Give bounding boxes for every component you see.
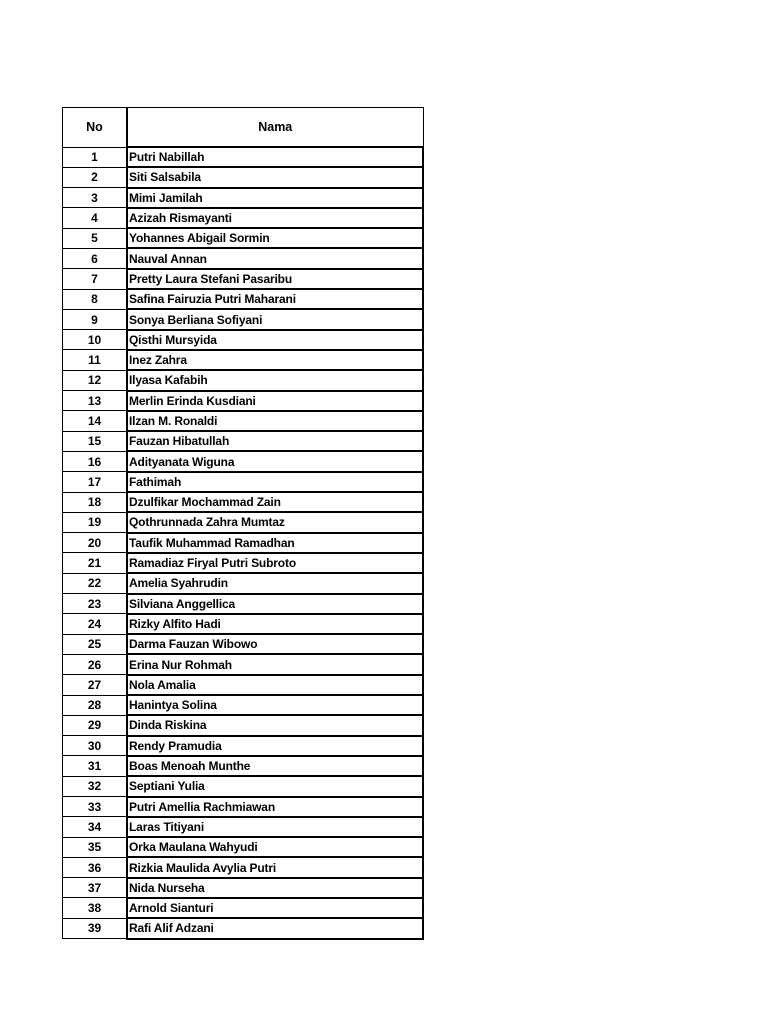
student-name-cell: Amelia Syahrudin xyxy=(127,573,423,593)
row-number-cell: 25 xyxy=(63,634,128,654)
row-number-cell: 27 xyxy=(63,675,128,695)
student-name-cell: Ramadiaz Firyal Putri Subroto xyxy=(127,553,423,573)
student-name-cell: Safina Fairuzia Putri Maharani xyxy=(127,289,423,309)
table-row xyxy=(63,797,424,817)
row-number-cell: 24 xyxy=(63,614,128,634)
row-number-cell: 21 xyxy=(63,553,128,573)
student-name-cell: Rafi Alif Adzani xyxy=(127,918,423,938)
row-number-cell: 18 xyxy=(63,492,128,512)
row-number-cell: 5 xyxy=(63,228,128,248)
student-name-cell: Rizkia Maulida Avylia Putri xyxy=(127,857,423,877)
table-row xyxy=(63,918,424,938)
row-number-cell: 33 xyxy=(63,797,128,817)
table-row xyxy=(63,898,424,918)
table-row xyxy=(63,167,424,187)
row-number-cell: 36 xyxy=(63,857,128,877)
table-row xyxy=(63,634,424,654)
student-name-cell: Septiani Yulia xyxy=(127,776,423,796)
row-number-cell: 17 xyxy=(63,472,128,492)
row-number-cell: 22 xyxy=(63,573,128,593)
student-name-cell: Azizah Rismayanti xyxy=(127,208,423,228)
table-row xyxy=(63,350,424,370)
table-row xyxy=(63,431,424,451)
student-name-cell: Rizky Alfito Hadi xyxy=(127,614,423,634)
student-name-cell: Qothrunnada Zahra Mumtaz xyxy=(127,512,423,532)
row-number-cell: 8 xyxy=(63,289,128,309)
student-name-cell: Darma Fauzan Wibowo xyxy=(127,634,423,654)
student-name-cell: Nauval Annan xyxy=(127,248,423,268)
table-row xyxy=(63,512,424,532)
table-row xyxy=(63,573,424,593)
table-row xyxy=(63,533,424,553)
student-name-cell: Fauzan Hibatullah xyxy=(127,431,423,451)
row-number-cell: 32 xyxy=(63,776,128,796)
table-row xyxy=(63,675,424,695)
row-number-cell: 4 xyxy=(63,208,128,228)
student-name-cell: Mimi Jamilah xyxy=(127,188,423,208)
student-name-cell: Inez Zahra xyxy=(127,350,423,370)
student-name-cell: Yohannes Abigail Sormin xyxy=(127,228,423,248)
table-row xyxy=(63,857,424,877)
table-row xyxy=(63,391,424,411)
row-number-cell: 30 xyxy=(63,736,128,756)
student-name-cell: Dinda Riskina xyxy=(127,715,423,735)
row-number-cell: 10 xyxy=(63,330,128,350)
table-row xyxy=(63,208,424,228)
student-name-cell: Putri Nabillah xyxy=(127,147,423,167)
table-row xyxy=(63,472,424,492)
table-row xyxy=(63,269,424,289)
column-header-no: No xyxy=(63,108,128,148)
student-name-cell: Pretty Laura Stefani Pasaribu xyxy=(127,269,423,289)
student-name-cell: Nida Nurseha xyxy=(127,878,423,898)
student-name-cell: Boas Menoah Munthe xyxy=(127,756,423,776)
student-name-cell: Laras Titiyani xyxy=(127,817,423,837)
table-row xyxy=(63,309,424,329)
table-row xyxy=(63,695,424,715)
row-number-cell: 23 xyxy=(63,594,128,614)
table-header-row xyxy=(63,108,424,148)
student-name-cell: Ilzan M. Ronaldi xyxy=(127,411,423,431)
student-name-cell: Dzulfikar Mochammad Zain xyxy=(127,492,423,512)
row-number-cell: 14 xyxy=(63,411,128,431)
table-row xyxy=(63,776,424,796)
row-number-cell: 26 xyxy=(63,654,128,674)
student-name-cell: Rendy Pramudia xyxy=(127,736,423,756)
student-name-cell: Sonya Berliana Sofiyani xyxy=(127,309,423,329)
table-row xyxy=(63,330,424,350)
student-name-cell: Arnold Sianturi xyxy=(127,898,423,918)
student-name-cell: Erina Nur Rohmah xyxy=(127,654,423,674)
student-name-cell: Merlin Erinda Kusdiani xyxy=(127,391,423,411)
student-name-cell: Adityanata Wiguna xyxy=(127,451,423,471)
student-name-cell: Qisthi Mursyida xyxy=(127,330,423,350)
table-row xyxy=(63,188,424,208)
table-row xyxy=(63,248,424,268)
table-row xyxy=(63,228,424,248)
table-row xyxy=(63,817,424,837)
table-row xyxy=(63,756,424,776)
row-number-cell: 37 xyxy=(63,878,128,898)
table-header xyxy=(63,108,424,148)
table-row xyxy=(63,411,424,431)
table-row xyxy=(63,837,424,857)
row-number-cell: 31 xyxy=(63,756,128,776)
student-name-cell: Orka Maulana Wahyudi xyxy=(127,837,423,857)
table-row xyxy=(63,614,424,634)
row-number-cell: 3 xyxy=(63,188,128,208)
table-row xyxy=(63,147,424,167)
row-number-cell: 13 xyxy=(63,391,128,411)
table-row xyxy=(63,594,424,614)
table-row xyxy=(63,492,424,512)
row-number-cell: 6 xyxy=(63,248,128,268)
column-header-nama: Nama xyxy=(127,108,423,148)
table-row xyxy=(63,736,424,756)
student-name-cell: Taufik Muhammad Ramadhan xyxy=(127,533,423,553)
student-name-cell: Putri Amellia Rachmiawan xyxy=(127,797,423,817)
table-row xyxy=(63,370,424,390)
row-number-cell: 9 xyxy=(63,309,128,329)
row-number-cell: 35 xyxy=(63,837,128,857)
row-number-cell: 38 xyxy=(63,898,128,918)
table-row xyxy=(63,715,424,735)
row-number-cell: 7 xyxy=(63,269,128,289)
row-number-cell: 15 xyxy=(63,431,128,451)
row-number-cell: 2 xyxy=(63,167,128,187)
row-number-cell: 1 xyxy=(63,147,128,167)
row-number-cell: 28 xyxy=(63,695,128,715)
student-name-cell: Ilyasa Kafabih xyxy=(127,370,423,390)
row-number-cell: 12 xyxy=(63,370,128,390)
table-row xyxy=(63,654,424,674)
row-number-cell: 11 xyxy=(63,350,128,370)
student-name-cell: Hanintya Solina xyxy=(127,695,423,715)
table-row xyxy=(63,553,424,573)
table-row xyxy=(63,451,424,471)
row-number-cell: 20 xyxy=(63,533,128,553)
row-number-cell: 29 xyxy=(63,715,128,735)
row-number-cell: 34 xyxy=(63,817,128,837)
table-row xyxy=(63,878,424,898)
student-name-table xyxy=(62,107,424,940)
student-name-cell: Silviana Anggellica xyxy=(127,594,423,614)
student-name-cell: Nola Amalia xyxy=(127,675,423,695)
row-number-cell: 16 xyxy=(63,451,128,471)
student-name-cell: Siti Salsabila xyxy=(127,167,423,187)
table-row xyxy=(63,289,424,309)
row-number-cell: 19 xyxy=(63,512,128,532)
student-name-cell: Fathimah xyxy=(127,472,423,492)
table-body xyxy=(63,147,424,939)
row-number-cell: 39 xyxy=(63,918,128,938)
